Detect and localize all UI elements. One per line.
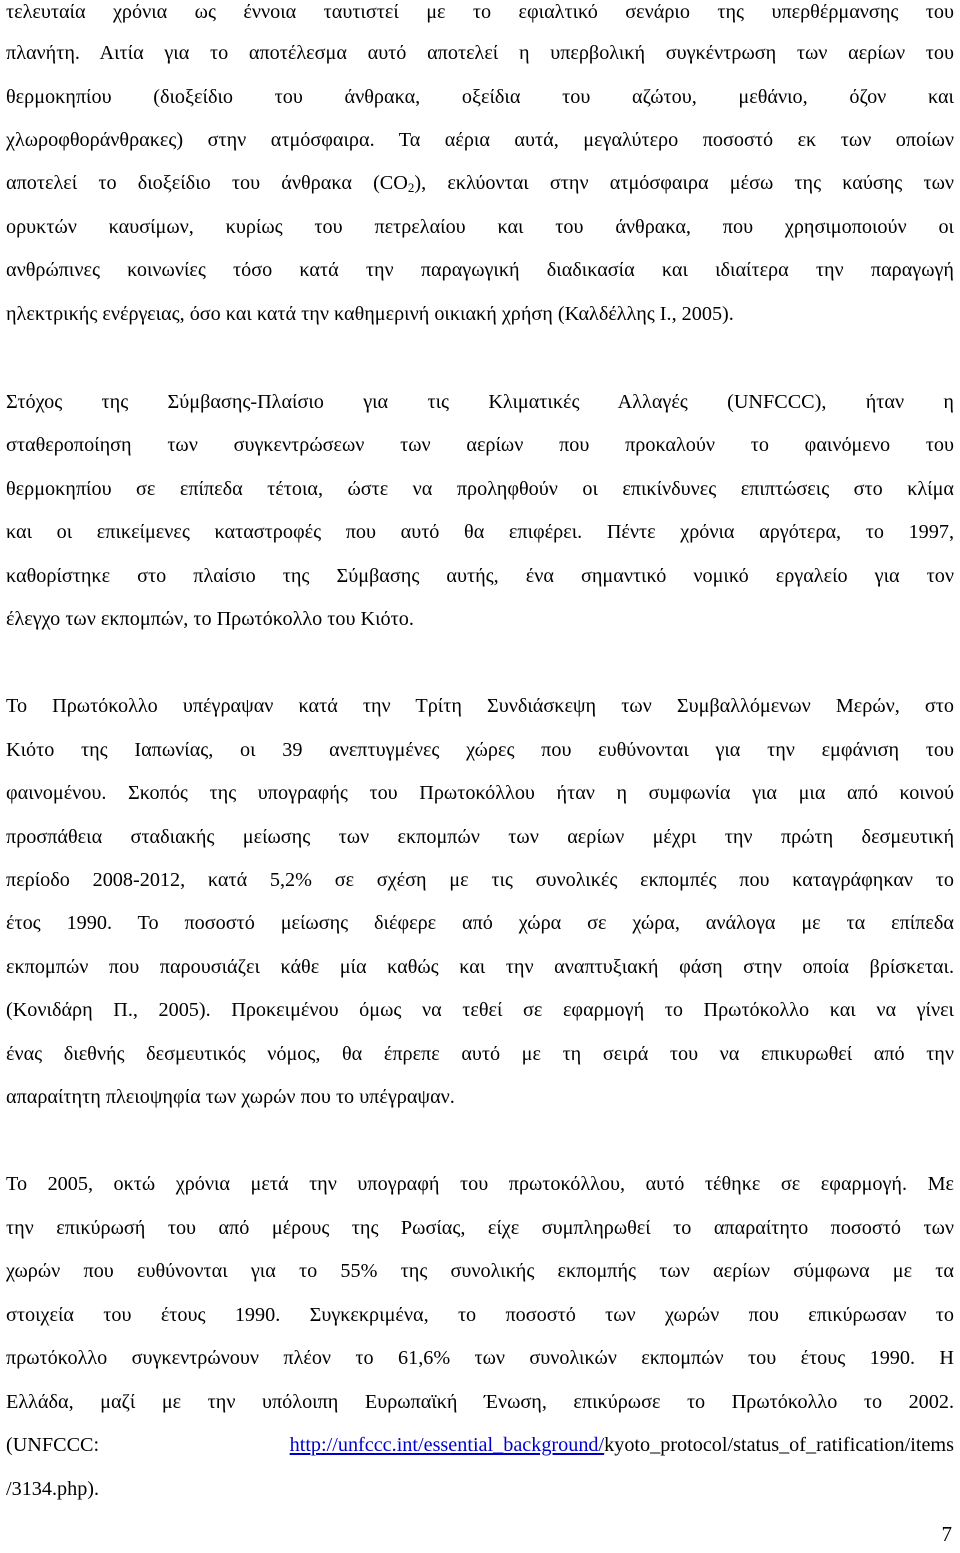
text-line: προσπάθεια σταδιακής μείωσης των εκπομπών των αερίων μέχρι την πρώτη δεσμευτική: [6, 826, 954, 848]
text-line: και οι επικείμενες καταστροφές που αυτό θα επιφέρει. Πέντε χρόνια αργότερα, το 1997,: [6, 521, 954, 543]
text-line: ανθρώπινες κοινωνίες τόσο κατά την παραγωγική διαδικασία και ιδιαίτερα την παραγωγή: [6, 259, 954, 281]
text-line: (Κονιδάρη Π., 2005). Προκειμένου όμως να τεθεί σε εφαρμογή το Πρωτόκολλο και να γίνει: [6, 999, 954, 1021]
text-line: Ελλάδα, μαζί με την υπόλοιπη Ευρωπαϊκή Ένωση, επικύρωσε το Πρωτόκολλο το 2002.: [6, 1391, 954, 1413]
text-line: ένας διεθνής δεσμευτικός νόμος, θα έπρεπε αυτό με τη σειρά του να επικυρωθεί από την: [6, 1043, 954, 1065]
text-line: την επικύρωσή του από μέρους της Ρωσίας, είχε συμπληρωθεί το απαραίτητο ποσοστό των: [6, 1217, 954, 1239]
text-line: /3134.php).: [6, 1478, 100, 1500]
text-line: πλανήτη. Αιτία για το αποτέλεσμα αυτό αποτελεί η υπερβολική συγκέντρωση των αερίων του: [6, 42, 954, 64]
text-line-with-subscript: [6, 171, 954, 195]
text-line: θερμοκηπίου (διοξείδιο του άνθρακα, οξείδια του αζώτου, μεθάνιο, όζον και: [6, 86, 954, 108]
text-line: σταθεροποίηση των συγκεντρώσεων των αερίων που προκαλούν το φαινόμενο του: [6, 434, 954, 456]
text-line: ορυκτών καυσίμων, κυρίως του πετρελαίου και του άνθρακα, που χρησιμοποιούν οι: [6, 216, 954, 238]
text-segment: (UNFCCC:: [6, 1434, 290, 1456]
text-line: χλωροφθοράνθρακες) στην ατμόσφαιρα. Τα αέρια αυτά, μεγαλύτερο ποσοστό εκ των οποίων: [6, 129, 954, 151]
text-line: καθορίστηκε στο πλαίσιο της Σύμβασης αυτής, ένα σημαντικό νομικό εργαλείο για τον: [6, 565, 954, 587]
text-line: τελευταία χρόνια ως έννοια ταυτιστεί με το εφιαλτικό σενάριο της υπερθέρμανσης του: [6, 1, 954, 23]
text-line: πρωτόκολλο συγκεντρώνουν πλέον το 61,6% των συνολικών εκπομπών του έτους 1990. Η: [6, 1347, 954, 1369]
text-line: Το Πρωτόκολλο υπέγραψαν κατά την Τρίτη Συνδιάσκεψη των Συμβαλλόμενων Μερών, στο: [6, 695, 954, 717]
text-line: Το 2005, οκτώ χρόνια μετά την υπογραφή του πρωτοκόλλου, αυτό τέθηκε σε εφαρμογή. Με: [6, 1173, 954, 1195]
text-line-with-link: [6, 1433, 954, 1457]
text-line: στοιχεία του έτους 1990. Συγκεκριμένα, το ποσοστό των χωρών που επικύρωσαν το: [6, 1304, 954, 1326]
text-line: έτος 1990. Το ποσοστό μείωσης διέφερε από χώρα σε χώρα, ανάλογα με τα επίπεδα: [6, 912, 954, 934]
text-line: περίοδο 2008-2012, κατά 5,2% σε σχέση με τις συνολικές εκπομπές που καταγράφηκαν το: [6, 869, 954, 891]
text-segment: αποτελεί το διοξείδιο του άνθρακα (CO: [6, 172, 408, 194]
text-line: θερμοκηπίου σε επίπεδα τέτοια, ώστε να προληφθούν οι επικίνδυνες επιπτώσεις στο κλίμα: [6, 478, 954, 500]
unfccc-link[interactable]: http://unfccc.int/essential_background/: [289, 1434, 605, 1456]
text-line: Κιότο της Ιαπωνίας, οι 39 ανεπτυγμένες χώρες που ευθύνονται για την εμφάνιση του: [6, 739, 954, 761]
text-line: απαραίτητη πλειοψηφία των χωρών που το υπέγραψαν.: [6, 1086, 455, 1108]
text-line: εκπομπών που παρουσιάζει κάθε μία καθώς και την αναπτυξιακή φάση στην οποία βρίσκεται.: [6, 956, 954, 978]
subscript: 2: [407, 180, 415, 195]
page-number: 7: [941, 1522, 952, 1546]
text-segment: ), εκλύονται στην ατμόσφαιρα μέσω της καύσης των: [414, 172, 955, 194]
text-line: χωρών που ευθύνονται για το 55% της συνολικής εκπομπής των αερίων σύμφωνα με τα: [6, 1260, 954, 1282]
text-line: Στόχος της Σύμβασης-Πλαίσιο για τις Κλιματικές Αλλαγές (UNFCCC), ήταν η: [6, 391, 954, 413]
text-line: φαινομένου. Σκοπός της υπογραφής του Πρωτοκόλλου ήταν η συμφωνία για μια από κοινού: [6, 782, 954, 804]
text-segment: kyoto_protocol/status_of_ratification/items: [604, 1434, 954, 1456]
text-line: ηλεκτρικής ενέργειας, όσο και κατά την καθημερινή οικιακή χρήση (Καλδέλλης Ι., 2005).: [6, 303, 734, 325]
text-line: έλεγχο των εκπομπών, το Πρωτόκολλο του Κιότο.: [6, 608, 414, 630]
